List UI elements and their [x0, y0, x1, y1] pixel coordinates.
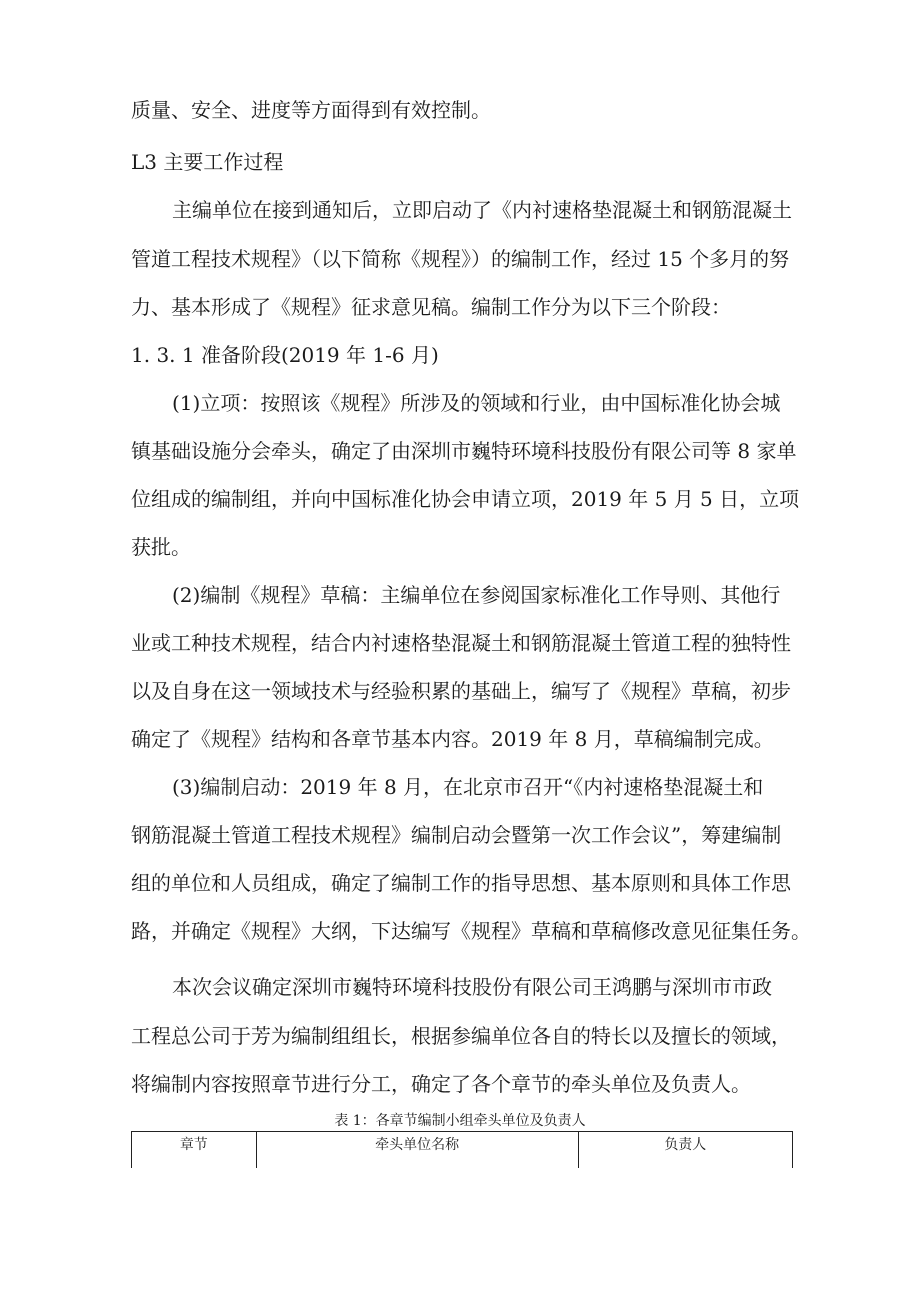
paragraph-line: 管道工程技术规程》（以下简称《规程》）的编制工作，经过 15 个多月的努: [131, 247, 790, 271]
chapter-table: [131, 1131, 793, 1168]
paragraph-line: (3)编制启动：2019 年 8 月，在北京市召开“《内衬速格垫混凝土和: [172, 775, 764, 799]
paragraph-line: 将编制内容按照章节进行分工，确定了各个章节的牵头单位及负责人。: [131, 1072, 751, 1096]
paragraph-line: 本次会议确定深圳市巍特环境科技股份有限公司王鸿鹏与深圳市市政: [172, 975, 772, 999]
header-lead-unit: 牵头单位名称: [256, 1132, 578, 1169]
paragraph-line: 以及自身在这一领域技术与经验积累的基础上，编写了《规程》草稿，初步: [131, 679, 791, 703]
header-person-in-charge: 负责人: [578, 1132, 792, 1169]
paragraph-line: 获批。: [131, 535, 191, 559]
paragraph-line: 主编单位在接到通知后，立即启动了《内衬速格垫混凝土和钢筋混凝土: [172, 198, 792, 222]
paragraph-line: 确定了《规程》结构和各章节基本内容。2019 年 8 月，草稿编制完成。: [131, 727, 774, 751]
header-chapter: 章节: [132, 1132, 257, 1169]
paragraph-line: 力、基本形成了《规程》征求意见稿。编制工作分为以下三个阶段：: [131, 295, 731, 319]
subsection-heading: 1. 3. 1 准备阶段(2019 年 1-6 月): [131, 343, 439, 367]
paragraph-line: 工程总公司于芳为编制组组长，根据参编单位各自的特长以及擅长的领域，: [131, 1024, 791, 1048]
paragraph-line: 镇基础设施分会牵头，确定了由深圳市巍特环境科技股份有限公司等 8 家单: [131, 439, 797, 463]
paragraph-line: (1)立项：按照该《规程》所涉及的领域和行业，由中国标准化协会城: [172, 391, 781, 415]
paragraph-line: 钢筋混凝土管道工程技术规程》编制启动会暨第一次工作会议”，筹建编制: [131, 823, 782, 847]
paragraph-line: 位组成的编制组，并向中国标准化协会申请立项，2019 年 5 月 5 日，立项: [131, 487, 800, 511]
paragraph-line: 组的单位和人员组成，确定了编制工作的指导思想、基本原则和具体工作思: [131, 871, 791, 895]
paragraph-line: 业或工种技术规程，结合内衬速格垫混凝土和钢筋混凝土管道工程的独特性: [131, 631, 791, 655]
paragraph-line: (2)编制《规程》草稿：主编单位在参阅国家标准化工作导则、其他行: [172, 583, 781, 607]
paragraph-line: 路，并确定《规程》大纲，下达编写《规程》草稿和草稿修改意见征集任务。: [131, 919, 811, 943]
table-header-row: [132, 1132, 793, 1169]
section-heading: L3 主要工作过程: [131, 150, 284, 174]
table-caption: 表 1：各章节编制小组牵头单位及负责人: [334, 1113, 586, 1129]
paragraph-line: 质量、安全、进度等方面得到有效控制。: [131, 98, 491, 122]
